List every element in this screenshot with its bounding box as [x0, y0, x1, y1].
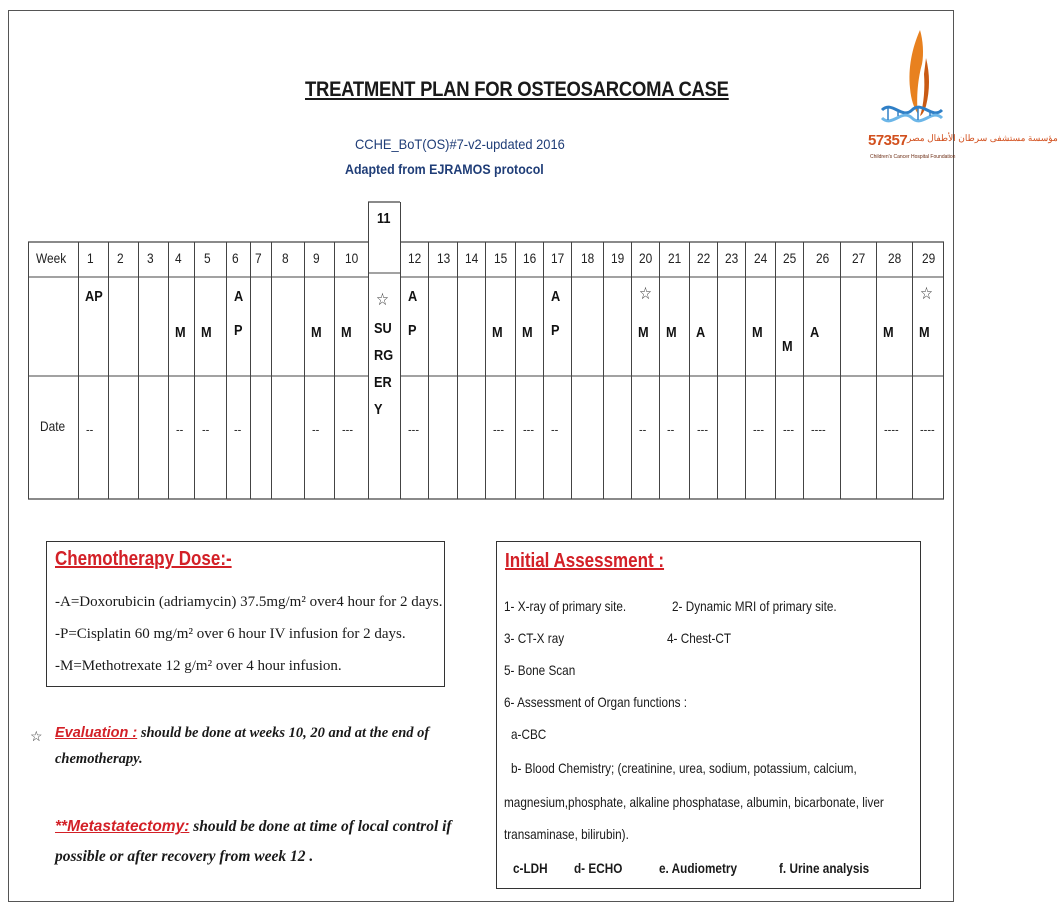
week-number-28: 28 — [888, 250, 902, 266]
regimen-6-p: P — [234, 322, 243, 339]
assessment-item-1: 1- X-ray of primary site. — [504, 598, 627, 614]
date-15: --- — [493, 422, 505, 437]
regimen-17-a: A — [551, 288, 561, 305]
date-21: -- — [667, 422, 675, 437]
dose-line-a: -A=Doxorubicin (adriamycin) 37.5mg/m² over4 hour for 2 days. — [55, 594, 443, 610]
week-number-6: 6 — [232, 250, 239, 266]
assessment-item-6e: e. Audiometry — [659, 860, 737, 876]
regimen-4: M — [175, 324, 186, 341]
date-6: -- — [234, 422, 242, 437]
week-number-29: 29 — [922, 250, 936, 266]
regimen-1: AP — [85, 288, 103, 305]
protocol-source: Adapted from EJRAMOS protocol — [345, 162, 544, 177]
date-label: Date — [40, 418, 66, 434]
surgery-star-icon: ☆ — [376, 290, 389, 309]
week-number-24: 24 — [754, 250, 768, 266]
week-label: Week — [36, 250, 67, 266]
week-number-7: 7 — [254, 250, 262, 266]
regimen-22: A — [696, 324, 706, 341]
schedule-table — [28, 200, 944, 500]
dose-line-m: -M=Methotrexate 12 g/m² over 4 hour infusion. — [55, 658, 342, 674]
week-number-2: 2 — [117, 250, 124, 266]
surgery-text-1: RG — [374, 347, 394, 364]
week-number-1: 1 — [87, 250, 94, 266]
assessment-item-5: 5- Bone Scan — [504, 662, 576, 678]
date-4: -- — [176, 422, 184, 437]
chemotherapy-dose-box — [46, 541, 445, 687]
date-26: ---- — [811, 422, 826, 437]
date-24: --- — [753, 422, 765, 437]
week-number-22: 22 — [697, 250, 711, 266]
regimen-26: A — [810, 324, 820, 341]
week-number-27: 27 — [852, 250, 866, 266]
logo-arabic-text: مؤسسة مستشفى سرطان الأطفال مصر — [907, 133, 1058, 143]
evaluation-label: Evaluation : — [55, 725, 138, 741]
week-number-18: 18 — [581, 250, 595, 266]
assessment-item-6b-line2: magnesium,phosphate, alkaline phosphatase, albumin, bicarbonate, liver — [504, 794, 884, 810]
week-number-19: 19 — [611, 250, 625, 266]
hospital-logo — [868, 28, 1058, 168]
surgery-text-0: SU — [374, 320, 392, 337]
assessment-item-2: 2- Dynamic MRI of primary site. — [672, 598, 837, 614]
flame-dna-logo-icon — [868, 28, 948, 132]
regimen-24: M — [752, 324, 763, 341]
regimen-21: M — [666, 324, 677, 341]
star-icon: ☆ — [920, 284, 933, 303]
protocol-code: CCHE_BoT(OS)#7-v2-updated 2016 — [355, 136, 565, 152]
regimen-6-a: A — [234, 288, 244, 305]
date-25: --- — [783, 422, 795, 437]
date-29: ---- — [920, 422, 935, 437]
week-number-26: 26 — [815, 250, 829, 266]
regimen-5: M — [201, 324, 212, 341]
assessment-item-6b-line1: b- Blood Chemistry; (creatinine, urea, sodium, potassium, calcium, — [511, 760, 857, 776]
regimen-10: M — [341, 324, 352, 341]
metastatectomy-text: should be done at time of local control if possible or after recovery from week 12 . — [55, 818, 452, 865]
date-1: -- — [86, 422, 94, 437]
date-12: --- — [408, 422, 420, 437]
date-20: -- — [639, 422, 647, 437]
surgery-text-2: ER — [374, 374, 392, 391]
week-number-16: 16 — [523, 250, 537, 266]
date-28: ---- — [884, 422, 899, 437]
regimen-28: M — [883, 324, 894, 341]
week-number-13: 13 — [436, 250, 450, 266]
week-number-25: 25 — [783, 250, 797, 266]
assessment-heading: Initial Assessment : — [505, 550, 665, 572]
regimen-29: M — [919, 324, 930, 341]
week-number-12: 12 — [408, 250, 422, 266]
week-number-5: 5 — [204, 250, 211, 266]
regimen-9: M — [311, 324, 322, 341]
dose-line-p: -P=Cisplatin 60 mg/m² over 6 hour IV infusion for 2 days. — [55, 626, 406, 642]
regimen-12-p: P — [408, 322, 417, 339]
week-number-8: 8 — [281, 250, 289, 266]
metastatectomy-label: **Metastatectomy: — [55, 818, 190, 835]
regimen-20: M — [638, 324, 649, 341]
week-number-10: 10 — [345, 250, 359, 266]
chemotherapy-heading: Chemotherapy Dose:- — [55, 548, 232, 570]
regimen-17-p: P — [551, 322, 560, 339]
week-number-14: 14 — [465, 250, 479, 266]
date-9: -- — [312, 422, 320, 437]
logo-number: 57357 — [868, 132, 908, 149]
week-number-3: 3 — [147, 250, 154, 266]
assessment-item-6b-line3: transaminase, bilirubin). — [504, 826, 629, 842]
assessment-item-3: 3- CT-X ray — [504, 630, 565, 646]
week-number-9: 9 — [313, 250, 320, 266]
date-10: --- — [342, 422, 354, 437]
week-number-4: 4 — [175, 250, 182, 266]
assessment-item-6c: c-LDH — [513, 860, 548, 876]
page-title: TREATMENT PLAN FOR OSTEOSARCOMA CASE — [305, 78, 729, 101]
date-5: -- — [202, 422, 210, 437]
star-icon: ☆ — [30, 728, 43, 744]
week-number-17: 17 — [551, 250, 565, 266]
assessment-item-6: 6- Assessment of Organ functions : — [504, 694, 688, 710]
regimen-25: M — [782, 338, 793, 355]
surgery-week-number: 11 — [377, 210, 391, 227]
week-number-23: 23 — [725, 250, 739, 266]
metastatectomy-note — [55, 812, 475, 872]
surgery-text-3: Y — [374, 401, 383, 418]
date-16: --- — [523, 422, 535, 437]
regimen-15: M — [492, 324, 503, 341]
regimen-12-a: A — [408, 288, 418, 305]
assessment-item-4: 4- Chest-CT — [667, 630, 732, 646]
evaluation-text: should be done at weeks 10, 20 and at the end of chemotherapy. — [55, 725, 430, 767]
assessment-item-6d: d- ECHO — [574, 860, 623, 876]
week-number-21: 21 — [668, 250, 682, 266]
date-22: --- — [697, 422, 709, 437]
date-17: -- — [551, 422, 559, 437]
regimen-16: M — [522, 324, 533, 341]
week-number-20: 20 — [639, 250, 653, 266]
week-number-15: 15 — [494, 250, 508, 266]
logo-caption: Children's Cancer Hospital Foundation — [870, 154, 956, 160]
initial-assessment-box — [496, 541, 921, 889]
schedule-grid-lines — [28, 200, 944, 500]
star-icon: ☆ — [639, 284, 652, 303]
assessment-item-6a: a-CBC — [511, 726, 547, 742]
assessment-item-6f: f. Urine analysis — [779, 860, 870, 876]
